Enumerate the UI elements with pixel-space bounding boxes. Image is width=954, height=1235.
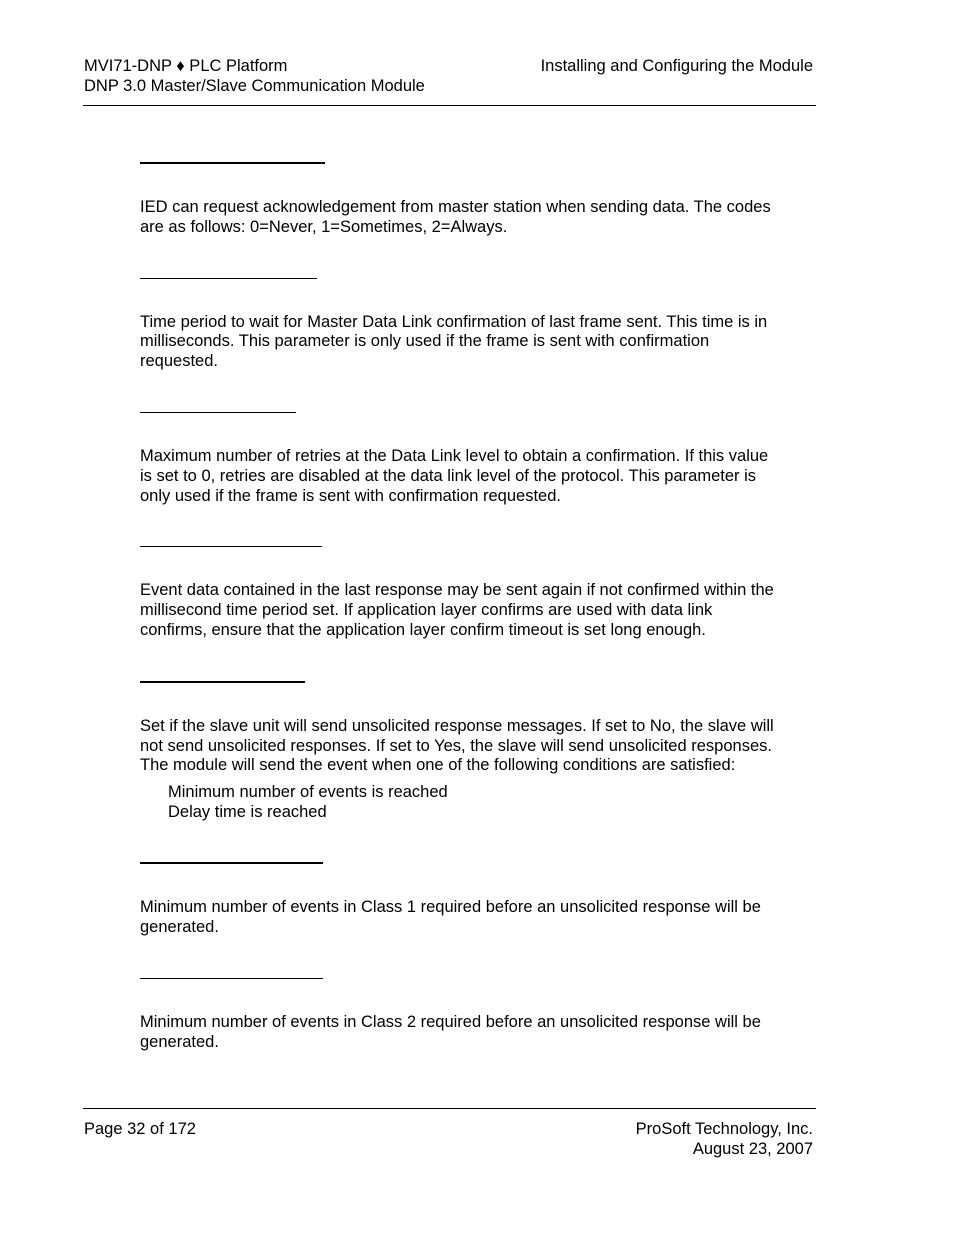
parameter-description: Minimum number of events in Class 2 required before an unsolicited response will be generated. — [140, 1012, 761, 1051]
parameter-heading-underline — [140, 546, 322, 547]
chapter-title: Installing and Configuring the Module — [540, 57, 813, 75]
product-title: MVI71-DNP ♦ PLC Platform — [84, 57, 288, 75]
page-number: Page 32 of 172 — [84, 1120, 196, 1138]
parameter-description: IED can request acknowledgement from master station when sending data. The codes are as follows: 0=Never, 1=Sometimes, 2=Always. — [140, 198, 771, 236]
footer-divider — [83, 1108, 816, 1109]
header-divider — [83, 105, 816, 106]
page-content — [140, 162, 780, 1052]
parameter-section — [140, 681, 780, 822]
list-item: Minimum number of events is reached — [168, 783, 448, 802]
parameter-section — [140, 412, 780, 506]
document-header-left — [84, 56, 425, 96]
parameter-section — [140, 278, 780, 372]
parameter-description: Event data contained in the last response may be sent again if not confirmed within the millisecond time period set. If application layer confirms are used with data link confirms, ensure that the application layer confirm timeout is set long enough. — [140, 581, 774, 639]
parameter-description: Time period to wait for Master Data Link confirmation of last frame sent. This time is in milliseconds. This parameter is only used if the frame is sent with confirmation requested. — [140, 312, 768, 371]
parameter-section — [140, 978, 780, 1053]
parameter-heading-underline — [140, 412, 296, 413]
company-name: ProSoft Technology, Inc. — [635, 1120, 813, 1138]
parameter-section — [140, 162, 780, 238]
parameter-heading-underline — [140, 862, 323, 864]
condition-list — [168, 782, 780, 822]
publication-date: August 23, 2007 — [692, 1140, 813, 1158]
parameter-section — [140, 546, 780, 640]
parameter-heading-underline — [140, 978, 323, 979]
list-item: Delay time is reached — [168, 803, 327, 822]
parameter-heading-underline — [140, 278, 317, 279]
parameter-heading-underline — [140, 162, 325, 164]
document-footer-right — [636, 1119, 813, 1159]
parameter-description: Set if the slave unit will send unsolicited response messages. If set to No, the slave will not send unsolicited responses. If set to Yes, the slave will send unsolicited responses. The module will send the event when one of the following conditions are satisfied: — [140, 716, 774, 775]
parameter-section — [140, 862, 780, 938]
product-subtitle: DNP 3.0 Master/Slave Communication Module — [84, 77, 425, 95]
parameter-heading-underline — [140, 681, 305, 683]
parameter-description: Minimum number of events in Class 1 required before an unsolicited response will be generated. — [140, 898, 761, 936]
parameter-description: Maximum number of retries at the Data Link level to obtain a confirmation. If this value is set to 0, retries are disabled at the data link level of the protocol. This parameter is only used if the frame is sent with confirmation requested. — [140, 446, 769, 505]
